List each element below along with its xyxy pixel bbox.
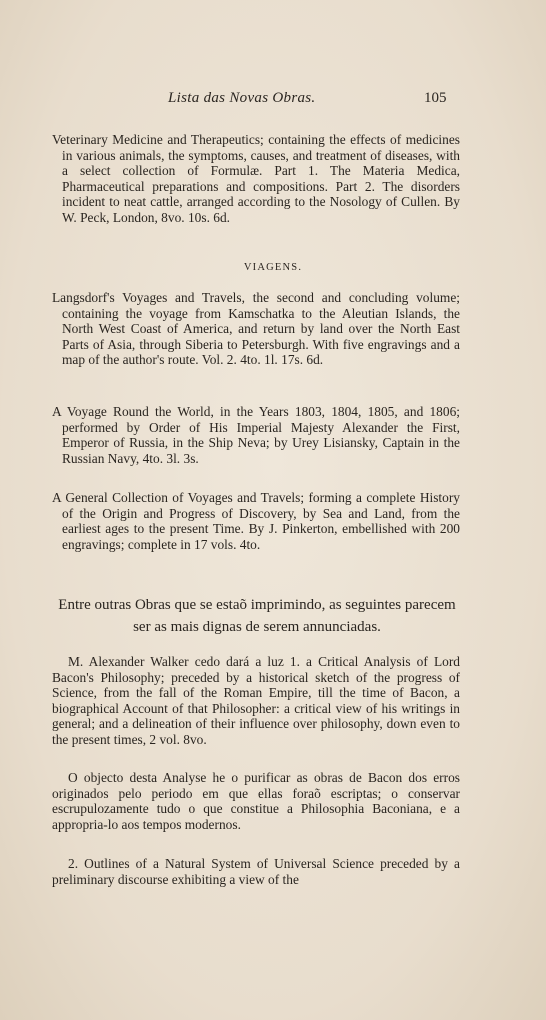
paragraph-outlines-natural-system: 2. Outlines of a Natural System of Universal Science preceded by a preliminary discourse exhibiting a view of the xyxy=(52,856,460,887)
entry-voyage-round-the-world: A Voyage Round the World, in the Years 1803, 1804, 1805, and 1806; performed by Order of His Imperial Majesty Alexander the First, Emperor of Russia, in the Ship Neva; by Urey Lisiansky, Captain in the Russian Navy, 4to. 3l. 3s. xyxy=(52,404,460,466)
paragraph-objecto-desta-analyse: O objecto desta Analyse he o purificar as obras de Bacon dos erros originados pelo periodo em que ellas foraõ escriptas; o conservar escrupulozamente tudo o que constitue a Philosophia Baconiana, e a appropria-lo aos tempos modernos. xyxy=(52,770,460,832)
entry-general-collection-voyages: A General Collection of Voyages and Travels; forming a complete History of the Origin and Progress of Discovery, by Sea and Land, from the earliest ages to the present Time. By J. Pinkerton, embellished with 200 engravings; complete in 17 vols. 4to. xyxy=(52,490,460,552)
announcement-heading: Entre outras Obras que se estaõ imprimindo, as seguintes parecem ser as mais dignas de serem annunciadas. xyxy=(58,597,456,635)
page-number: 105 xyxy=(424,90,447,106)
section-heading-viagens: VIAGENS. xyxy=(243,262,303,273)
running-title: Lista das Novas Obras. xyxy=(168,90,316,106)
entry-veterinary-medicine: Veterinary Medicine and Therapeutics; containing the effects of medicines in various animals, the symptoms, causes, and treatment of diseases, with a select collection of Formulæ. Part 1. The Materia Medica, Pharmaceutical preparations and compositions. Part 2. The disorders incident to neat cattle, arranged according to the Nosology of Cullen. By W. Peck, London, 8vo. 10s. 6d. xyxy=(52,132,460,225)
entry-langsdorf-voyages: Langsdorf's Voyages and Travels, the second and concluding volume; containing the voyage from Kamschatka to the Aleutian Islands, the North West Coast of America, and return by land over the North East Parts of Asia, through Siberia to Petersburgh. With five engravings and a map of the author's route. Vol. 2. 4to. 1l. 17s. 6d. xyxy=(52,290,460,368)
page-header xyxy=(0,90,546,112)
paragraph-walker-critical-analysis: M. Alexander Walker cedo dará a luz 1. a Critical Analysis of Lord Bacon's Philosophy; preceded by a historical sketch of the progress of Science, from the fall of the Roman Empire, till the time of Bacon, a biographical Account of that Philosopher: a critical view of his writings in general; and a delineation of their influence over philosophy, down even to the present times, 2 vol. 8vo. xyxy=(52,654,460,747)
